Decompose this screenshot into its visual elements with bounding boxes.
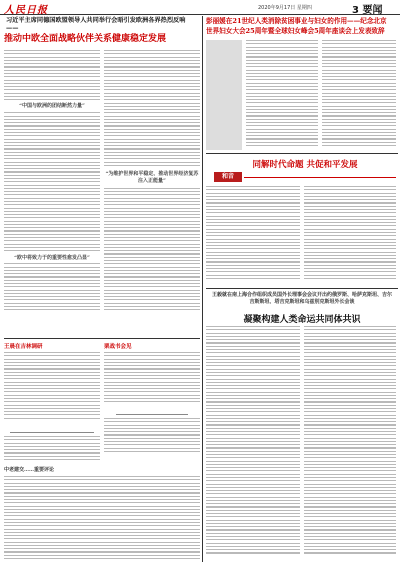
dateline: 2020年9月17日 星期四 bbox=[258, 5, 312, 11]
lead-subhead-3: “欧中将致力于的重要性愈发凸显” bbox=[4, 252, 100, 263]
story2b-body bbox=[104, 418, 200, 456]
right-top-headline-2: 世界妇女大会25周年暨全球妇女峰会5周年座谈会上发表致辞 bbox=[206, 27, 385, 35]
story3-headline bbox=[10, 426, 94, 433]
right-top-body-col2 bbox=[322, 40, 396, 150]
right-bottom-body-col1 bbox=[206, 326, 300, 562]
divider-left bbox=[4, 338, 200, 339]
story2-body bbox=[104, 352, 200, 404]
story4-body bbox=[4, 476, 200, 561]
column-divider bbox=[202, 16, 203, 562]
page-number: 3 要闻 bbox=[352, 5, 383, 16]
lead-body-col1 bbox=[4, 50, 100, 335]
feature-title: 同解时代命题 共促和平发展 bbox=[252, 160, 358, 170]
lead-subhead-1: “中国与欧洲的团结断然力量” bbox=[4, 100, 100, 111]
right-bottom-headline: 凝聚构建人类命运共同体共识 bbox=[243, 315, 361, 325]
right-top-body-col1 bbox=[246, 40, 318, 150]
divider-right-1 bbox=[206, 153, 398, 154]
lead-headline: 推动中欧全面战略伙伴关系健康稳定发展 bbox=[4, 34, 167, 44]
story1-headline: 王晨在吉林调研 bbox=[4, 344, 43, 350]
story2-headline: 栗战书会见 bbox=[104, 344, 132, 350]
right-bottom-body-col2 bbox=[304, 326, 396, 562]
story2b-headline bbox=[116, 408, 188, 415]
divider-right-2 bbox=[206, 288, 398, 289]
feature-body-col1 bbox=[206, 186, 300, 284]
right-bottom-kicker: 王毅就在南上海合作组织成员国外长理事会会议开出约俄罗斯、哈萨克斯坦、吉尔吉斯斯坦、塔吉克斯坦和乌兹别克斯坦外长会谈 bbox=[212, 292, 393, 305]
lead-subhead-2: “为维护世界和平稳定、推动世界经济复苏注入正能量” bbox=[104, 168, 200, 186]
feature-badge: 和音 bbox=[214, 172, 242, 182]
newspaper-logo: 人民日报 bbox=[4, 5, 48, 16]
right-top-headline-1: 彭丽媛在21世纪人类消除贫困事业与妇女的作用——纪念北京 bbox=[206, 17, 387, 25]
photo-placeholder bbox=[206, 40, 242, 150]
story4-headline: 中老建交……重要评论 bbox=[4, 467, 55, 473]
feature-rule bbox=[244, 177, 396, 178]
lead-body-col2 bbox=[104, 50, 200, 335]
masthead bbox=[0, 0, 400, 15]
lead-kicker: 习近平主席同德国欧盟领导人共同举行会晤引发欧洲各界热烈反响—— bbox=[6, 17, 186, 32]
story3-body bbox=[4, 436, 100, 464]
story1-body bbox=[4, 352, 100, 422]
feature-body-col2 bbox=[304, 186, 396, 284]
